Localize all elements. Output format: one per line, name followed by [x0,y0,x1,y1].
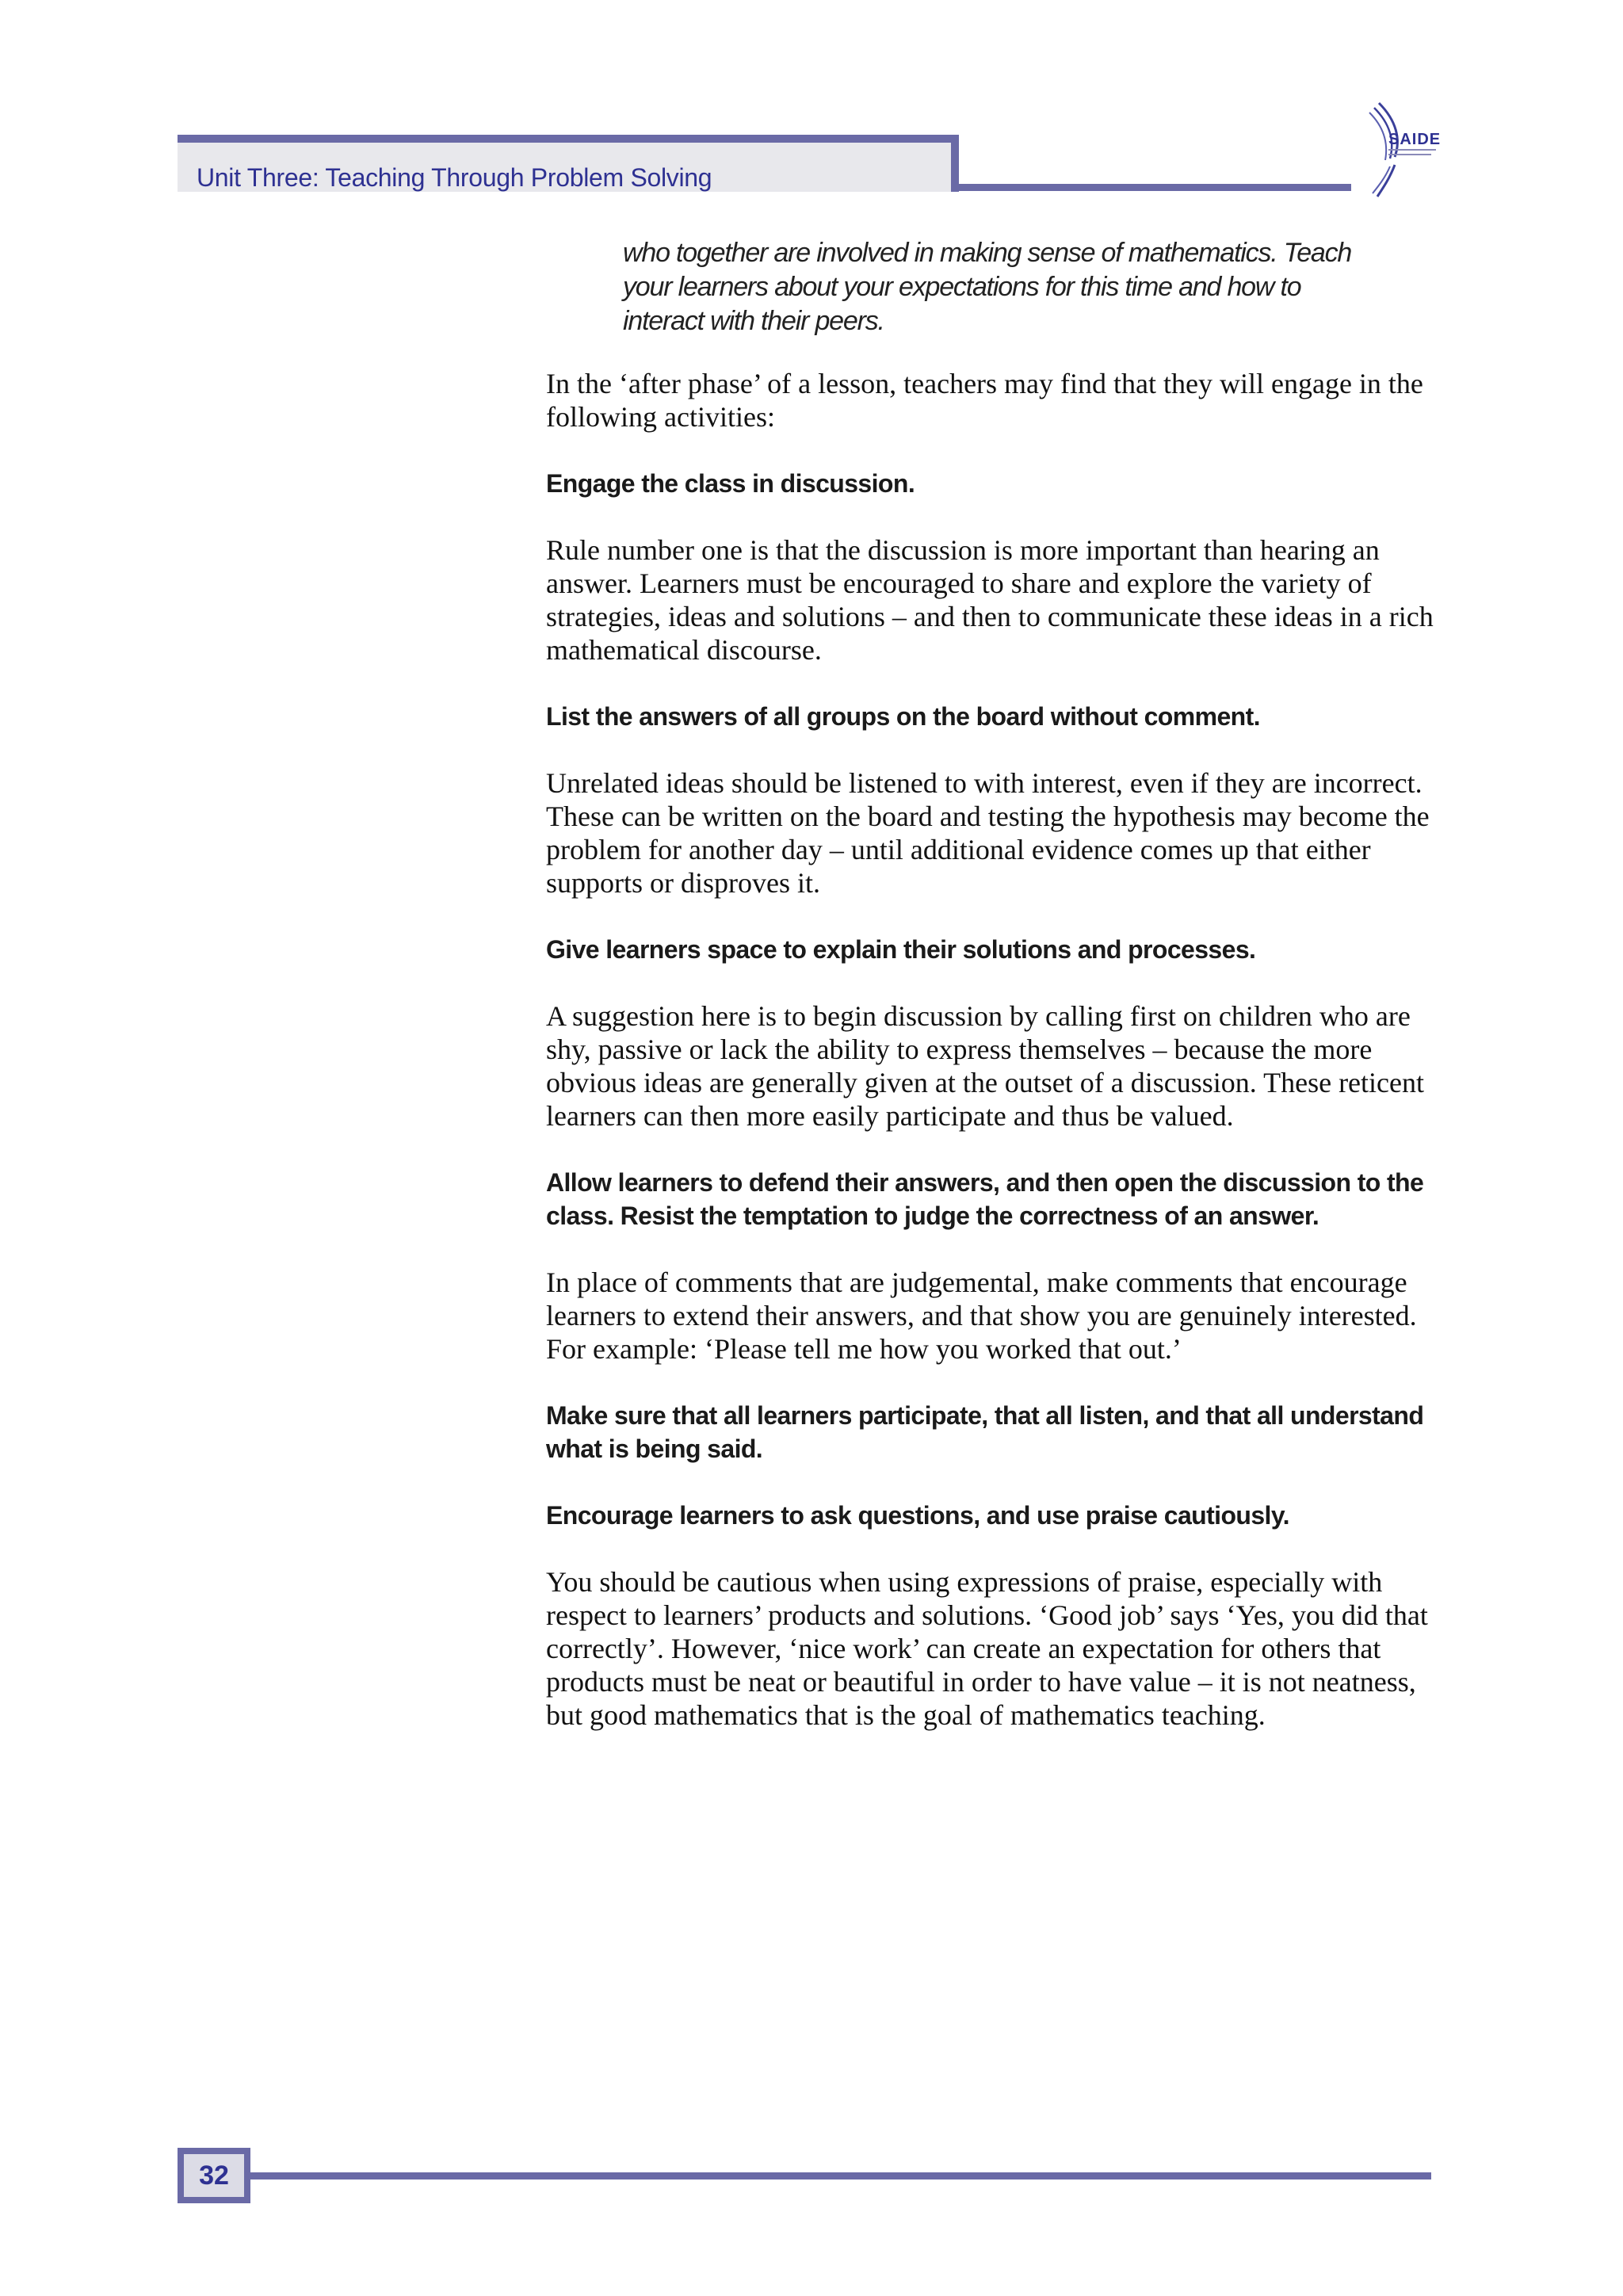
footer-rule [250,2172,1431,2179]
heading-explain-solutions: Give learners space to explain their solutions and processes. [546,935,1256,964]
paragraph-discussion: Rule number one is that the discussion is more important than hearing an answer. Learners must be encouraged to share and explore the variety of strategies, ideas and solutions – and then to communicate these ideas in a rich mathematical discourse. [546,534,1434,666]
page-number: 32 [199,2160,229,2191]
heading-list-answers: List the answers of all groups on the board without comment. [546,702,1260,731]
intro-paragraph: In the ‘after phase’ of a lesson, teachers may find that they will engage in the following activities: [546,368,1423,433]
heading-discussion: Engage the class in discussion. [546,469,915,498]
page-content [546,236,1442,1765]
heading-praise: Encourage learners to ask questions, and use praise cautiously. [546,1501,1289,1530]
heading-participate: Make sure that all learners participate, that all listen, and that all understand what is being said. [546,1401,1424,1463]
paragraph-list-answers: Unrelated ideas should be listened to with interest, even if they are incorrect. These can be written on the board and testing the hypothesis may become the problem for another day – until additional evidence comes up that either supports or disproves it. [546,767,1430,899]
logo-wordmark: SAIDE [1388,131,1442,148]
italic-note: who together are involved in making sense of mathematics. Teach your learners about your expectations for this time and how to interact with their peers. [623,238,1352,336]
saide-logo [1355,98,1442,201]
heading-defend-answers: Allow learners to defend their answers, and then open the discussion to the class. Resist the temptation to judge the correctness of an answer. [546,1168,1424,1230]
paragraph-praise: You should be cautious when using expressions of praise, especially with respect to learners’ products and solutions. ‘Good job’ says ‘Yes, you did that correctly’. However, ‘nice work’ can create an expectation for others that products must be neat or beautiful in order to have value – it is not neatness, but good mathematics that is the goal of mathematics teaching. [546,1566,1428,1731]
header-tab [178,135,959,192]
saide-logo-icon [1355,98,1442,201]
header-rule [951,184,1351,191]
paragraph-defend-answers: In place of comments that are judgemental, make comments that encourage learners to extend their answers, and that show you are genuinely interested. For example: ‘Please tell me how you worked that out.’ [546,1266,1417,1365]
paragraph-explain-solutions: A suggestion here is to begin discussion by calling first on children who are shy, passive or lack the ability to express themselves – because the more obvious ideas are generally given at the outset of a discussion. These reticent learners can then more easily participate and thus be valued. [546,1000,1425,1132]
unit-title: Unit Three: Teaching Through Problem Solving [197,163,712,192]
page-number-box [178,2148,250,2203]
